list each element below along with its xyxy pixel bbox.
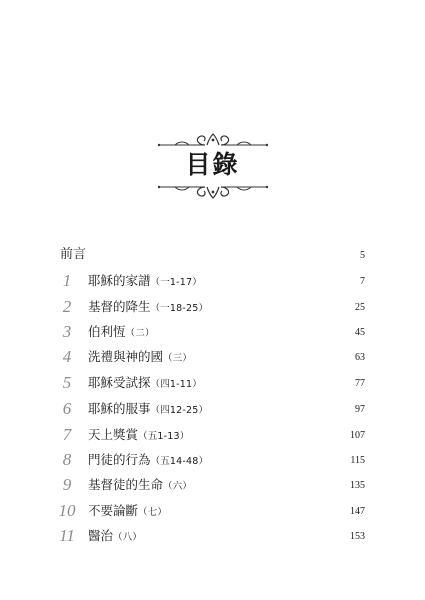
toc-entry[interactable] <box>0 525 425 549</box>
chapter-number: 11 <box>59 526 75 545</box>
entry-page: 63 <box>355 352 365 363</box>
chapter-number: 3 <box>62 322 72 341</box>
entry-reference: （四1-11） <box>150 379 202 390</box>
entry-reference: （一18-25） <box>150 303 209 314</box>
entry-reference: （七） <box>138 507 168 518</box>
entry-title: 天上獎賞 <box>88 427 139 442</box>
toc-entry[interactable] <box>0 500 425 524</box>
entry-page: 45 <box>355 327 365 338</box>
toc-entry[interactable] <box>0 296 425 320</box>
entry-title: 耶穌的服事 <box>88 401 151 416</box>
entry-page: 153 <box>350 531 365 542</box>
entry-page: 107 <box>350 430 365 441</box>
entry-page: 135 <box>350 480 365 491</box>
entry-page: 147 <box>350 506 365 517</box>
toc-entry[interactable] <box>0 449 425 473</box>
entry-page: 7 <box>360 276 365 287</box>
entry-title: 醫治 <box>88 528 114 543</box>
entry-reference: （五1-13） <box>138 431 190 442</box>
toc-entry[interactable] <box>0 398 425 422</box>
entry-page: 77 <box>355 378 365 389</box>
entry-reference: （六） <box>163 481 193 492</box>
entry-title: 不要論斷 <box>88 503 139 518</box>
entry-title: 基督徒的生命 <box>88 477 164 492</box>
ornament-bottom <box>155 184 271 200</box>
entry-title: 前言 <box>60 247 87 262</box>
entry-page: 25 <box>355 302 365 313</box>
entry-title: 伯利恆 <box>88 324 126 339</box>
toc-entry[interactable] <box>0 346 425 370</box>
chapter-number: 2 <box>62 297 72 316</box>
entry-page: 97 <box>355 404 365 415</box>
toc-entry[interactable] <box>0 270 425 294</box>
entry-title: 耶穌的家譜 <box>88 273 151 288</box>
chapter-number: 10 <box>58 501 76 520</box>
toc-entry-preface[interactable] <box>0 244 425 268</box>
entry-page: 5 <box>360 250 365 261</box>
ornament-top <box>155 132 271 148</box>
entry-title: 門徒的行為 <box>88 452 151 467</box>
toc-entry[interactable] <box>0 474 425 498</box>
chapter-number: 8 <box>62 450 72 469</box>
toc-entry[interactable] <box>0 321 425 345</box>
chapter-number: 4 <box>62 347 72 366</box>
entry-reference: （八） <box>113 532 143 543</box>
chapter-number: 6 <box>62 399 72 418</box>
chapter-number: 1 <box>62 271 72 290</box>
entry-reference: （一1-17） <box>150 277 202 288</box>
entry-reference: （三） <box>163 353 193 364</box>
chapter-number: 7 <box>62 425 72 444</box>
toc-entry[interactable] <box>0 372 425 396</box>
entry-reference: （四12-25） <box>150 405 209 416</box>
entry-reference: （二） <box>125 328 155 339</box>
page-title: 目錄 <box>185 150 240 179</box>
chapter-number: 9 <box>62 475 72 494</box>
entry-title: 耶穌受試探 <box>88 375 151 390</box>
title-block <box>0 132 425 202</box>
entry-title: 基督的降生 <box>88 299 151 314</box>
entry-reference: （五14-48） <box>150 456 209 467</box>
toc-entry[interactable] <box>0 424 425 448</box>
entry-title: 洗禮與神的國 <box>88 349 164 364</box>
entry-page: 115 <box>350 455 365 466</box>
chapter-number: 5 <box>62 373 72 392</box>
